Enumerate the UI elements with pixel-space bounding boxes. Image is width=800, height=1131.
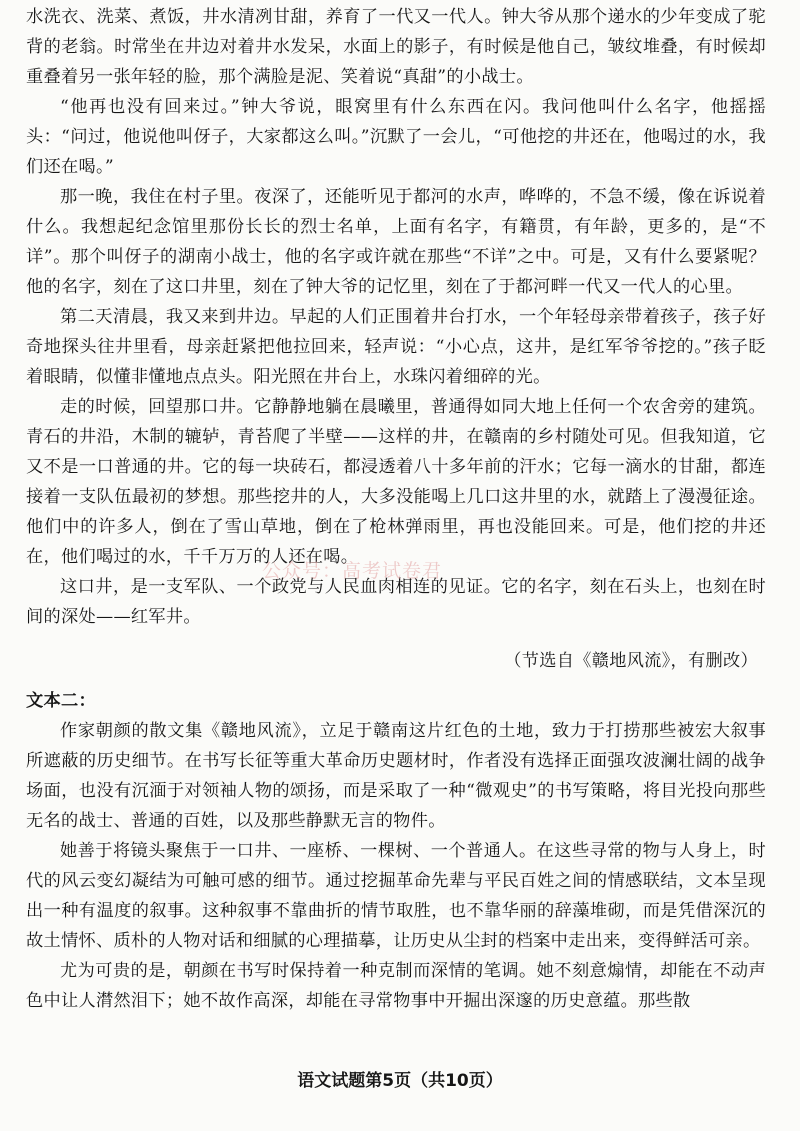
source-note: （节选自《赣地风流》，有删改） <box>504 651 758 671</box>
text2-paragraph-2: 她善于将镜头聚焦于一口井、一座桥、一棵树、一个普通人。在这些寻常的物与人身上，时代的风云变幻凝结为可触可感的细节。通过挖掘革命先辈与平民百姓之间的情感联结，文本呈现出一种有温度的叙事。这种叙事不靠曲折的情节取胜，也不靠华丽的辞藻堆砌，而是凭借深沉的故土情怀、质朴的人物对话和细腻的心理描摹，让历史从尘封的档案中走出来，变得鲜活可亲。 <box>26 841 766 951</box>
text2-paragraph-1: 作家朝颜的散文集《赣地风流》，立足于赣南这片红色的土地，致力于打捞那些被宏大叙事所遮蔽的历史细节。在书写长征等重大革命历史题材时，作者没有选择正面强攻波澜壮阔的战争场面，也没有沉湎于对领袖人物的颂扬，而是采取了一种“微观史”的书写策略，将目光投向那些无名的战士、普通的百姓，以及那些静默无言的物件。 <box>26 721 766 831</box>
page-footer: 语文试题第5页（共10页） <box>297 1071 503 1091</box>
text2-paragraph-3: 尤为可贵的是，朝颜在书写时保持着一种克制而深情的笔调。她不刻意煽情，却能在不动声色中让人潸然泪下；她不故作高深，却能在寻常物事中开掘出深邃的历史意蕴。那些散 <box>26 961 766 1011</box>
section-heading: 文本二： <box>26 691 96 711</box>
text1-paragraph-3: 那一晚，我住在村子里。夜深了，还能听见于都河的水声，哗哗的，不急不缓，像在诉说着什么。我想起纪念馆里那份长长的烈士名单，上面有名字，有籍贯，有年龄，更多的，是“不详”。那个叫伢子的湖南小战士，他的名字或许就在那些“不详”之中。可是，又有什么要紧呢？他的名字，刻在了这口井里，刻在了钟大爷的记忆里，刻在了于都河畔一代又一代人的心里。 <box>26 187 766 297</box>
text1-paragraph-5: 走的时候，回望那口井。它静静地躺在晨曦里，普通得如同大地上任何一个农舍旁的建筑。青石的井沿，木制的辘轳，青苔爬了半壁——这样的井，在赣南的乡村随处可见。但我知道，它又不是一口普通的井。它的每一块砖石，都浸透着八十多年前的汗水；它每一滴水的甘甜，都连接着一支队伍最初的梦想。那些挖井的人，大多没能喝上几口这井里的水，就踏上了漫漫征途。他们中的许多人，倒在了雪山草地，倒在了枪林弹雨里，再也没能回来。可是，他们挖的井还在，他们喝过的水，千千万万的人还在喝。 <box>26 397 766 567</box>
text1-paragraph-6: 这口井，是一支军队、一个政党与人民血肉相连的见证。它的名字，刻在石头上，也刻在时间的深处——红军井。 <box>26 577 766 627</box>
exam-text-body <box>26 2 766 1016</box>
text1-paragraph-2: “他再也没有回来过。”钟大爷说，眼窝里有什么东西在闪。我问他叫什么名字，他摇摇头：“问过，他说他叫伢子，大家都这么叫。”沉默了一会儿，“可他挖的井还在，他喝过的水，我们还在喝。” <box>26 97 766 177</box>
text1-paragraph-1: 水洗衣、洗菜、煮饭，井水清冽甘甜，养育了一代又一代人。钟大爷从那个递水的少年变成了驼背的老翁。时常坐在井边对着井水发呆，水面上的影子，有时候是他自己，皱纹堆叠，有时候却重叠着另一张年轻的脸，那个满脸是泥、笑着说“真甜”的小战士。 <box>26 7 766 87</box>
text1-paragraph-4: 第二天清晨，我又来到井边。早起的人们正围着井台打水，一个年轻母亲带着孩子，孩子好奇地探头往井里看，母亲赶紧把他拉回来，轻声说：“小心点，这井，是红军爷爷挖的。”孩子眨着眼睛，似懂非懂地点点头。阳光照在井台上，水珠闪着细碎的光。 <box>26 307 766 387</box>
watermark: 公众号：高考试卷君 <box>262 560 443 582</box>
